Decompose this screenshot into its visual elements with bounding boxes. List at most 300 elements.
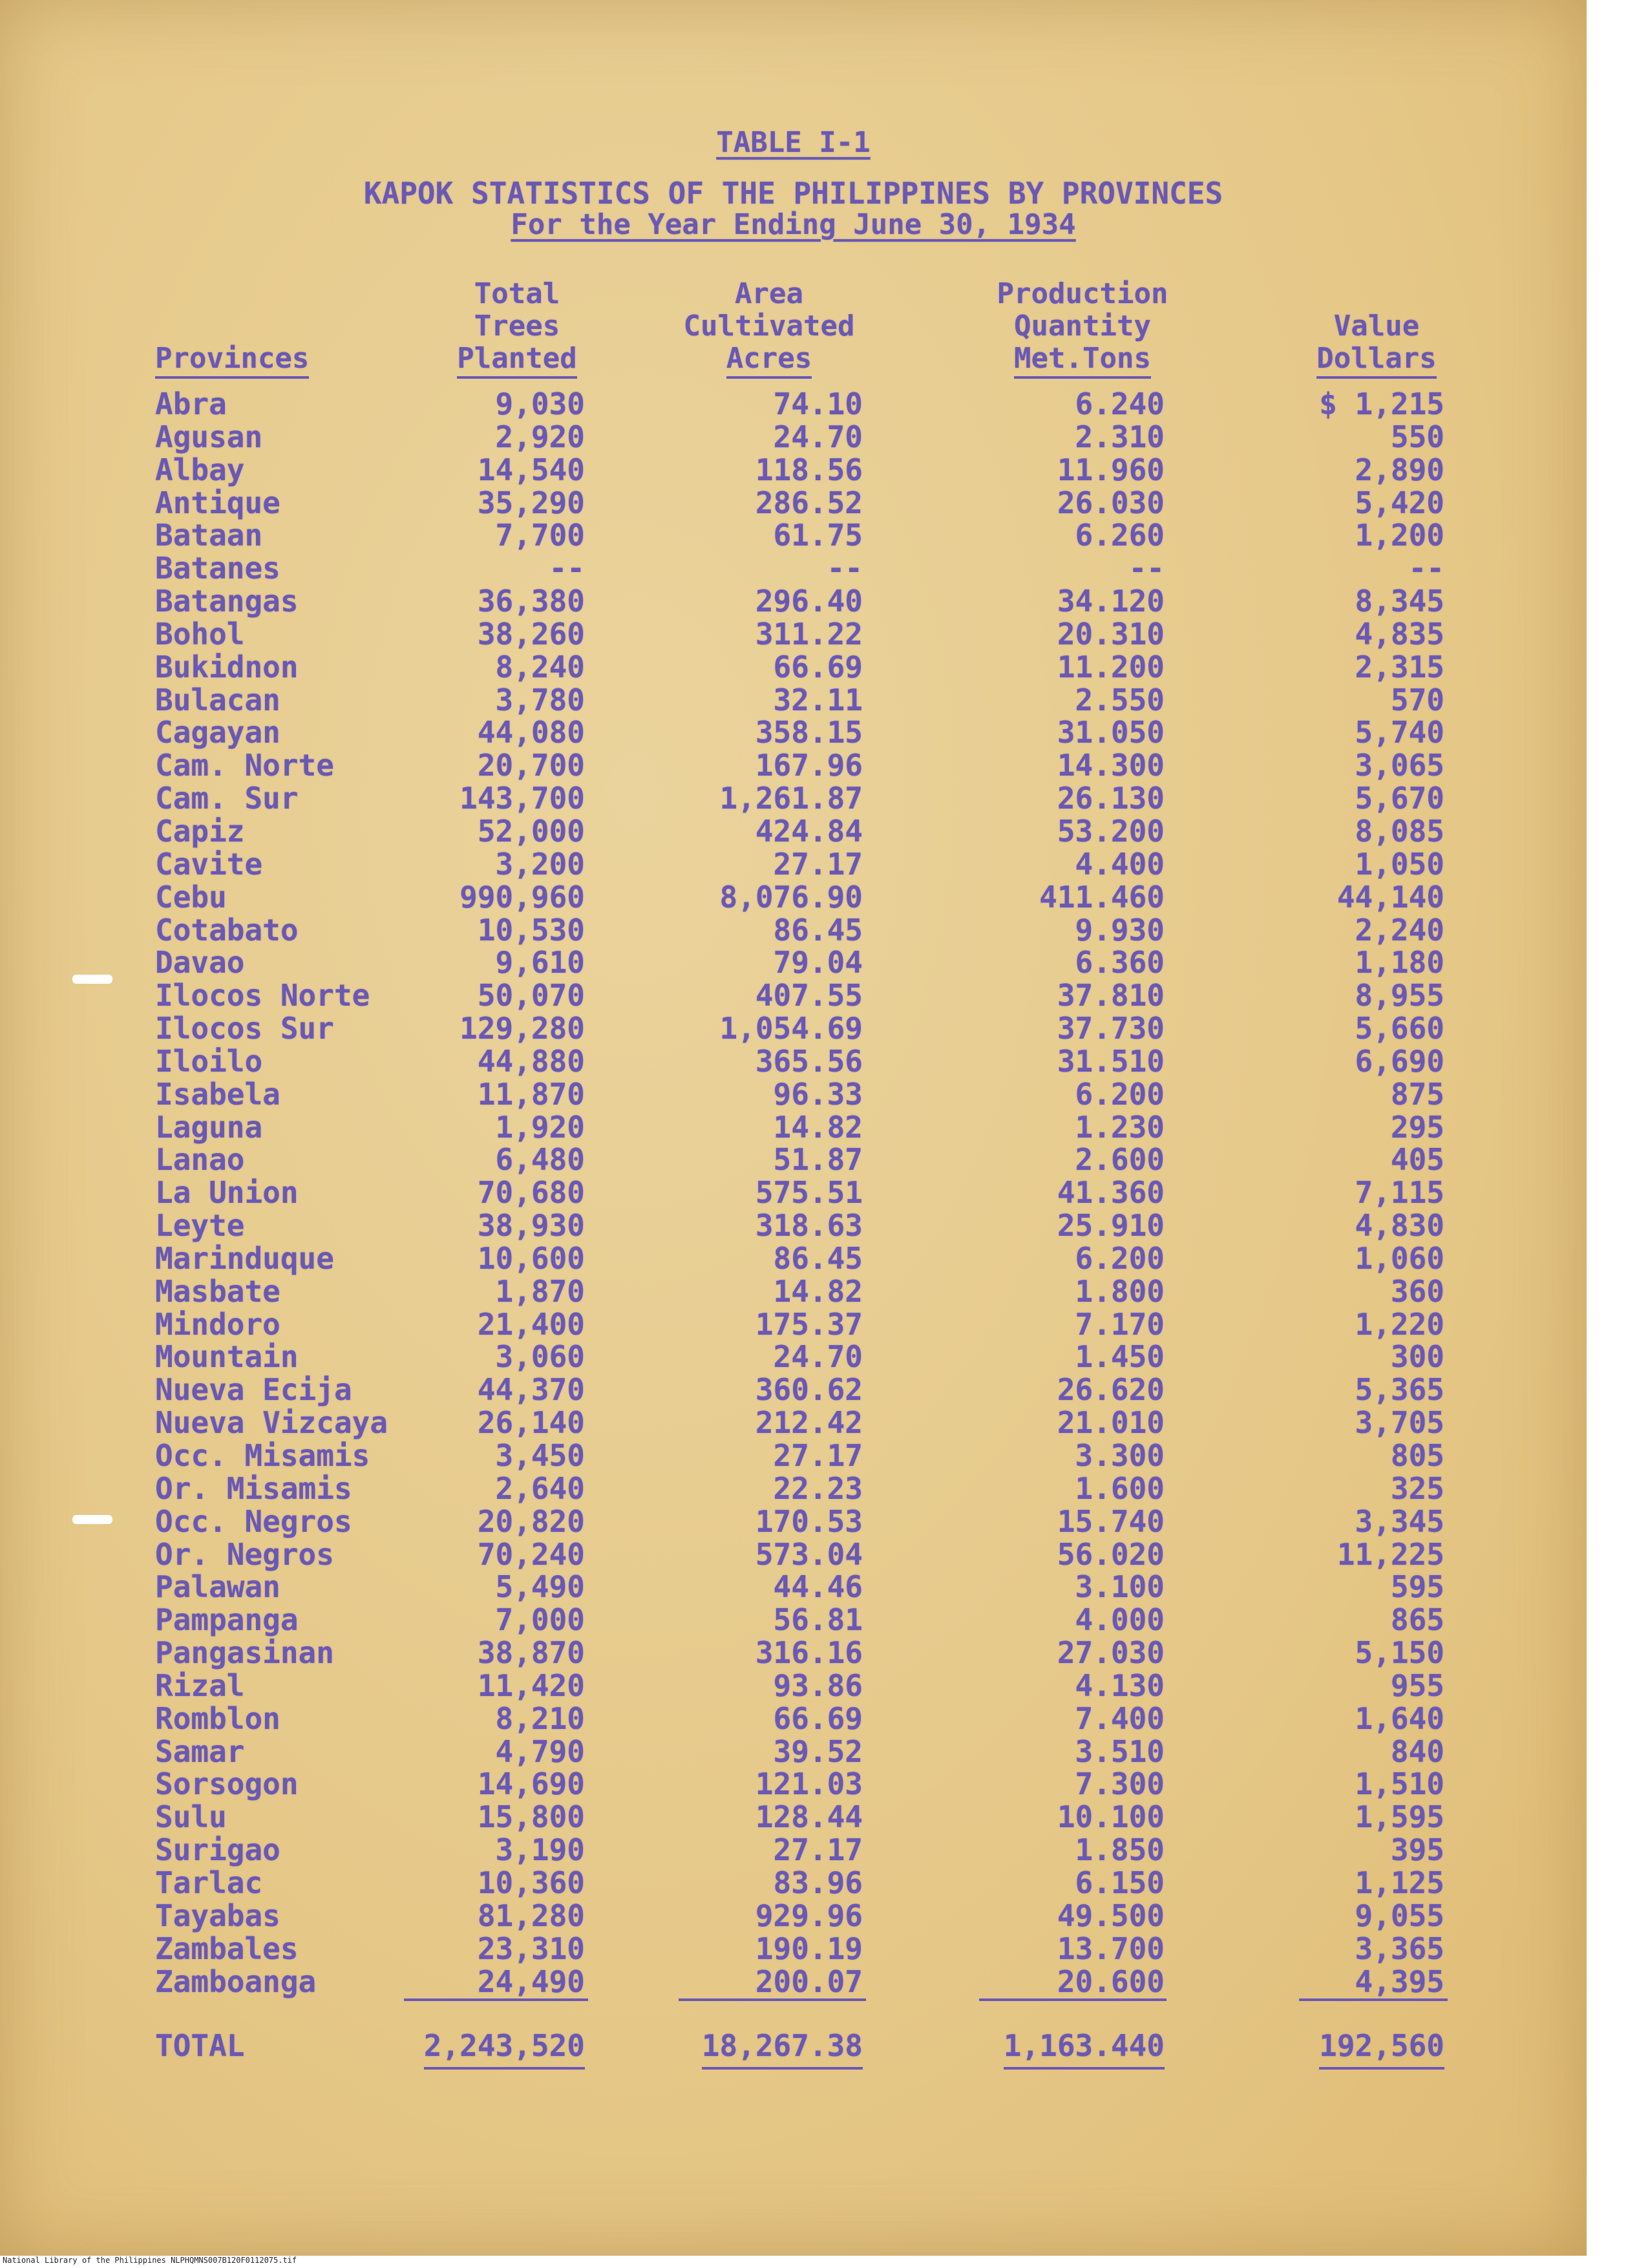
province-cell: Capiz [155, 813, 245, 849]
production-cell: 3.100 [1075, 1569, 1165, 1605]
province-cell: Ilocos Norte [155, 978, 370, 1013]
value-cell: 9,055 [1355, 1898, 1444, 1933]
trees-cell: 2,920 [495, 419, 585, 454]
trees-cell: 3,060 [495, 1339, 585, 1375]
area-cell: 1,054.69 [719, 1011, 863, 1046]
value-cell: 570 [1390, 682, 1444, 717]
value-cell: 8,085 [1355, 813, 1444, 849]
trees-cell: 1,870 [495, 1273, 585, 1309]
value-cell: 2,240 [1355, 912, 1444, 948]
province-cell: Laguna [155, 1109, 263, 1145]
table-row [0, 782, 1587, 815]
province-cell: Isabela [155, 1076, 280, 1112]
province-cell: Masbate [155, 1273, 280, 1309]
area-cell: 118.56 [755, 452, 863, 487]
area-cell: 167.96 [755, 748, 863, 783]
province-cell: Occ. Negros [155, 1503, 352, 1539]
province-cell: Tarlac [155, 1865, 263, 1900]
area-cell: 51.87 [773, 1142, 863, 1178]
province-cell: Antique [155, 485, 280, 520]
table-row [0, 421, 1587, 454]
production-cell: 6.150 [1075, 1865, 1165, 1900]
trees-cell: 4,790 [495, 1733, 585, 1769]
table-row [0, 585, 1587, 618]
province-cell: Cotabato [155, 912, 299, 948]
province-cell: Bukidnon [155, 649, 299, 684]
table-body [0, 388, 1587, 1998]
area-cell: 24.70 [773, 419, 863, 454]
production-cell: 6.200 [1075, 1240, 1165, 1276]
header-provinces: Provinces [155, 343, 309, 379]
value-cell: 4,830 [1355, 1208, 1444, 1244]
table-row [0, 1143, 1587, 1176]
total-trees: 2,243,520 [424, 2028, 585, 2070]
production-cell: 13.700 [1057, 1931, 1165, 1966]
production-cell: 11.960 [1057, 452, 1165, 487]
scan-footer: National Library of the Philippines NLPHQMNS007B120F0112075.tif [3, 2256, 297, 2265]
value-cell: 1,050 [1355, 846, 1444, 882]
table-row [0, 914, 1587, 947]
table-row [0, 1472, 1587, 1505]
area-cell: 61.75 [773, 518, 863, 553]
value-cell: 8,345 [1355, 584, 1444, 619]
trees-cell: 5,490 [495, 1569, 585, 1605]
province-cell: Nueva Vizcaya [155, 1405, 388, 1441]
table-row [0, 454, 1587, 487]
production-cell: 2.600 [1075, 1142, 1165, 1178]
table-row [0, 1571, 1587, 1604]
value-cell: 4,835 [1355, 616, 1444, 652]
production-cell: 41.360 [1057, 1175, 1165, 1211]
trees-cell: 70,680 [477, 1175, 585, 1211]
value-cell: 4,395 [1355, 1964, 1444, 1999]
trees-cell: 3,190 [495, 1832, 585, 1868]
trees-cell: 11,420 [477, 1668, 585, 1703]
value-cell: 1,595 [1355, 1799, 1444, 1835]
area-cell: 175.37 [755, 1306, 863, 1342]
production-cell: 7.400 [1075, 1701, 1165, 1736]
area-cell: 86.45 [773, 1240, 863, 1276]
production-cell: 14.300 [1057, 748, 1165, 783]
production-cell: 26.620 [1057, 1372, 1165, 1408]
province-cell: Mountain [155, 1339, 299, 1375]
production-cell: 6.240 [1075, 387, 1165, 421]
table-row [0, 519, 1587, 552]
table-row [0, 651, 1587, 684]
production-cell: 6.360 [1075, 945, 1165, 980]
value-cell: 44,140 [1336, 879, 1444, 915]
table-row [0, 1735, 1587, 1768]
trees-cell: 6,480 [495, 1142, 585, 1178]
table-row [0, 1834, 1587, 1867]
area-cell: 27.17 [773, 1832, 863, 1868]
production-cell: 3.300 [1075, 1438, 1165, 1473]
table-row [0, 552, 1587, 585]
value-cell: 6,690 [1355, 1043, 1444, 1079]
value-cell: 5,670 [1355, 781, 1444, 816]
province-cell: Cam. Norte [155, 748, 334, 783]
value-cell: 295 [1390, 1109, 1444, 1145]
total-value: 192,560 [1319, 2028, 1444, 2070]
area-cell: 44.46 [773, 1569, 863, 1605]
area-cell: 365.56 [755, 1043, 863, 1079]
value-cell: 1,640 [1355, 1701, 1444, 1736]
value-cell: 360 [1390, 1273, 1444, 1309]
province-cell: Zamboanga [155, 1964, 317, 1999]
table-row [0, 1373, 1587, 1406]
province-cell: Romblon [155, 1701, 280, 1736]
value-cell: 1,200 [1355, 518, 1444, 553]
rule-value [1299, 1998, 1448, 2001]
production-cell: 21.010 [1057, 1405, 1165, 1441]
production-cell: 1.450 [1075, 1339, 1165, 1375]
area-cell: 27.17 [773, 846, 863, 882]
value-cell: 805 [1390, 1438, 1444, 1473]
table-row [0, 1867, 1587, 1900]
value-cell: 1,510 [1355, 1766, 1444, 1802]
table-row [0, 1768, 1587, 1801]
trees-cell: 10,360 [477, 1865, 585, 1900]
table-row [0, 1406, 1587, 1439]
area-cell: 8,076.90 [719, 879, 863, 915]
trees-cell: 70,240 [477, 1536, 585, 1572]
province-cell: Rizal [155, 1668, 245, 1703]
production-cell: 26.030 [1057, 485, 1165, 520]
province-cell: Cam. Sur [155, 781, 299, 816]
province-cell: Nueva Ecija [155, 1372, 352, 1408]
production-cell: 1.850 [1075, 1832, 1165, 1868]
trees-cell: 9,030 [495, 387, 585, 421]
table-row [0, 684, 1587, 717]
production-cell: 2.310 [1075, 419, 1165, 454]
province-cell: Occ. Misamis [155, 1438, 370, 1473]
table-row [0, 1900, 1587, 1933]
production-cell: 3.510 [1075, 1733, 1165, 1769]
area-cell: 170.53 [755, 1503, 863, 1539]
table-row [0, 1275, 1587, 1308]
total-row [0, 2028, 1587, 2063]
area-cell: -- [827, 551, 863, 586]
trees-cell: 44,080 [477, 715, 585, 750]
area-cell: 27.17 [773, 1438, 863, 1473]
value-cell: 8,955 [1355, 978, 1444, 1013]
value-cell: 2,315 [1355, 649, 1444, 684]
province-cell: Or. Negros [155, 1536, 334, 1572]
trees-cell: 7,700 [495, 518, 585, 553]
trees-cell: 8,240 [495, 649, 585, 684]
trees-cell: 990,960 [460, 879, 585, 915]
binder-hole [72, 975, 112, 984]
province-cell: Sulu [155, 1799, 227, 1835]
area-cell: 66.69 [773, 1701, 863, 1736]
value-cell: -- [1408, 551, 1444, 586]
table-row [0, 1045, 1587, 1078]
province-cell: Surigao [155, 1832, 280, 1868]
area-cell: 424.84 [755, 813, 863, 849]
province-cell: Pangasinan [155, 1635, 334, 1671]
value-cell: 3,365 [1355, 1931, 1444, 1966]
area-cell: 79.04 [773, 945, 863, 980]
binder-hole [72, 1515, 112, 1524]
value-cell: 1,220 [1355, 1306, 1444, 1342]
table-row [0, 848, 1587, 881]
header-area: Area Cultivated Acres [672, 278, 866, 379]
value-cell: 5,660 [1355, 1011, 1444, 1046]
table-heading: KAPOK STATISTICS OF THE PHILIPPINES BY PROVINCES [363, 176, 1223, 211]
trees-cell: 81,280 [477, 1898, 585, 1933]
production-cell: 411.460 [1039, 879, 1165, 915]
production-cell: 4.130 [1075, 1668, 1165, 1703]
table-row [0, 1538, 1587, 1571]
area-cell: 573.04 [755, 1536, 863, 1572]
table-row [0, 815, 1587, 848]
table-row [0, 618, 1587, 651]
production-cell: 1.800 [1075, 1273, 1165, 1309]
value-cell: 595 [1390, 1569, 1444, 1605]
table-row [0, 946, 1587, 979]
table-row [0, 1637, 1587, 1669]
value-cell: 3,345 [1355, 1503, 1444, 1539]
trees-cell: 44,370 [477, 1372, 585, 1408]
trees-cell: 44,880 [477, 1043, 585, 1079]
production-cell: -- [1128, 551, 1165, 586]
table-row [0, 1439, 1587, 1472]
province-cell: Agusan [155, 419, 263, 454]
table-row [0, 979, 1587, 1012]
trees-cell: 11,870 [477, 1076, 585, 1112]
production-cell: 34.120 [1057, 584, 1165, 619]
value-cell: 405 [1390, 1142, 1444, 1178]
production-cell: 6.200 [1075, 1076, 1165, 1112]
production-cell: 20.600 [1057, 1964, 1165, 1999]
trees-cell: 9,610 [495, 945, 585, 980]
production-cell: 7.170 [1075, 1306, 1165, 1342]
trees-cell: 2,640 [495, 1470, 585, 1506]
area-cell: 66.69 [773, 649, 863, 684]
table-row [0, 1966, 1587, 1998]
table-row [0, 487, 1587, 520]
area-cell: 24.70 [773, 1339, 863, 1375]
production-cell: 6.260 [1075, 518, 1165, 553]
area-cell: 39.52 [773, 1733, 863, 1769]
trees-cell: 26,140 [477, 1405, 585, 1441]
trees-cell: 15,800 [477, 1799, 585, 1835]
value-cell: 7,115 [1355, 1175, 1444, 1211]
table-period: For the Year Ending June 30, 1934 [511, 208, 1076, 241]
table-row [0, 1308, 1587, 1341]
table-row [0, 1012, 1587, 1045]
value-cell: 865 [1390, 1602, 1444, 1638]
area-cell: 190.19 [755, 1931, 863, 1966]
trees-cell: 36,380 [477, 584, 585, 619]
production-cell: 10.100 [1057, 1799, 1165, 1835]
area-cell: 318.63 [755, 1208, 863, 1244]
value-cell: 840 [1390, 1733, 1444, 1769]
trees-cell: 20,700 [477, 748, 585, 783]
value-cell: 5,420 [1355, 485, 1444, 520]
trees-cell: 3,780 [495, 682, 585, 717]
area-cell: 14.82 [773, 1273, 863, 1309]
trees-cell: -- [549, 551, 585, 586]
province-cell: Bulacan [155, 682, 280, 717]
production-cell: 2.550 [1075, 682, 1165, 717]
rule-area [679, 1998, 866, 2001]
production-cell: 53.200 [1057, 813, 1165, 849]
production-cell: 25.910 [1057, 1208, 1165, 1244]
production-cell: 31.510 [1057, 1043, 1165, 1079]
trees-cell: 35,290 [477, 485, 585, 520]
trees-cell: 20,820 [477, 1503, 585, 1539]
production-cell: 49.500 [1057, 1898, 1165, 1933]
value-cell: 875 [1390, 1076, 1444, 1112]
table-row [0, 1341, 1587, 1373]
area-cell: 93.86 [773, 1668, 863, 1703]
production-cell: 4.000 [1075, 1602, 1165, 1638]
value-cell: 5,365 [1355, 1372, 1444, 1408]
trees-cell: 38,870 [477, 1635, 585, 1671]
province-cell: La Union [155, 1175, 299, 1211]
production-cell: 4.400 [1075, 846, 1165, 882]
trees-cell: 50,070 [477, 978, 585, 1013]
area-cell: 14.82 [773, 1109, 863, 1145]
province-cell: Leyte [155, 1208, 245, 1244]
table-row [0, 1801, 1587, 1834]
province-cell: Samar [155, 1733, 245, 1769]
area-cell: 74.10 [773, 387, 863, 421]
rule-production [979, 1998, 1167, 2001]
production-cell: 31.050 [1057, 715, 1165, 750]
production-cell: 1.600 [1075, 1470, 1165, 1506]
province-cell: Cebu [155, 879, 227, 915]
trees-cell: 143,700 [460, 781, 585, 816]
province-cell: Batanes [155, 551, 280, 586]
production-cell: 20.310 [1057, 616, 1165, 652]
table-row [0, 1604, 1587, 1637]
province-cell: Bohol [155, 616, 245, 652]
table-row [0, 1669, 1587, 1702]
value-cell: 3,065 [1355, 748, 1444, 783]
table-number: TABLE I-1 [716, 126, 871, 159]
area-cell: 83.96 [773, 1865, 863, 1900]
table-row [0, 1111, 1587, 1144]
trees-cell: 3,200 [495, 846, 585, 882]
production-cell: 7.300 [1075, 1766, 1165, 1802]
table-row [0, 1209, 1587, 1242]
area-cell: 929.96 [755, 1898, 863, 1933]
province-cell: Cagayan [155, 715, 280, 750]
trees-cell: 14,540 [477, 452, 585, 487]
area-cell: 32.11 [773, 682, 863, 717]
table-row [0, 1078, 1587, 1111]
table-row [0, 1702, 1587, 1735]
area-cell: 311.22 [755, 616, 863, 652]
area-cell: 96.33 [773, 1076, 863, 1112]
trees-cell: 23,310 [477, 1931, 585, 1966]
province-cell: Marinduque [155, 1240, 334, 1276]
value-cell: 11,225 [1336, 1536, 1444, 1572]
province-cell: Iloilo [155, 1043, 263, 1079]
value-cell: 955 [1390, 1668, 1444, 1703]
value-cell: $ 1,215 [1319, 387, 1444, 421]
province-cell: Palawan [155, 1569, 280, 1605]
header-trees: Total Trees Planted [439, 278, 595, 379]
trees-cell: 1,920 [495, 1109, 585, 1145]
area-cell: 200.07 [755, 1964, 863, 1999]
trees-cell: 10,600 [477, 1240, 585, 1276]
area-cell: 128.44 [755, 1799, 863, 1835]
table-row [0, 1505, 1587, 1538]
production-cell: 56.020 [1057, 1536, 1165, 1572]
value-cell: 2,890 [1355, 452, 1444, 487]
province-cell: Albay [155, 452, 245, 487]
table-row [0, 881, 1587, 914]
area-cell: 296.40 [755, 584, 863, 619]
area-cell: 360.62 [755, 1372, 863, 1408]
header-value: Value Dollars [1299, 310, 1454, 379]
trees-cell: 24,490 [477, 1964, 585, 1999]
production-cell: 37.810 [1057, 978, 1165, 1013]
production-cell: 1.230 [1075, 1109, 1165, 1145]
value-cell: 395 [1390, 1832, 1444, 1868]
province-cell: Bataan [155, 518, 263, 553]
area-cell: 121.03 [755, 1766, 863, 1802]
rule-trees [404, 1998, 588, 2001]
province-cell: Sorsogon [155, 1766, 299, 1802]
trees-cell: 38,930 [477, 1208, 585, 1244]
province-cell: Ilocos Sur [155, 1011, 334, 1046]
table-row [0, 1933, 1587, 1966]
trees-cell: 14,690 [477, 1766, 585, 1802]
trees-cell: 8,210 [495, 1701, 585, 1736]
value-cell: 300 [1390, 1339, 1444, 1375]
total-production: 1,163.440 [1004, 2028, 1165, 2070]
province-cell: Zambales [155, 1931, 299, 1966]
area-cell: 1,261.87 [719, 781, 863, 816]
province-cell: Cavite [155, 846, 263, 882]
value-cell: 1,180 [1355, 945, 1444, 980]
value-cell: 5,740 [1355, 715, 1444, 750]
value-cell: 1,125 [1355, 1865, 1444, 1900]
province-cell: Batangas [155, 584, 299, 619]
province-cell: Tayabas [155, 1898, 280, 1933]
table-row [0, 388, 1587, 421]
production-cell: 37.730 [1057, 1011, 1165, 1046]
value-cell: 1,060 [1355, 1240, 1444, 1276]
area-cell: 56.81 [773, 1602, 863, 1638]
table-row [0, 1176, 1587, 1209]
trees-cell: 21,400 [477, 1306, 585, 1342]
value-cell: 5,150 [1355, 1635, 1444, 1671]
total-label: TOTAL [155, 2028, 245, 2063]
production-cell: 27.030 [1057, 1635, 1165, 1671]
production-cell: 26.130 [1057, 781, 1165, 816]
value-cell: 550 [1390, 419, 1444, 454]
trees-cell: 10,530 [477, 912, 585, 948]
table-row [0, 1242, 1587, 1275]
trees-cell: 52,000 [477, 813, 585, 849]
value-cell: 325 [1390, 1470, 1444, 1506]
header-production: Production Quantity Met.Tons [976, 278, 1189, 379]
province-cell: Mindoro [155, 1306, 280, 1342]
area-cell: 286.52 [755, 485, 863, 520]
trees-cell: 3,450 [495, 1438, 585, 1473]
area-cell: 212.42 [755, 1405, 863, 1441]
area-cell: 358.15 [755, 715, 863, 750]
table-row [0, 749, 1587, 782]
production-cell: 11.200 [1057, 649, 1165, 684]
area-cell: 575.51 [755, 1175, 863, 1211]
trees-cell: 7,000 [495, 1602, 585, 1638]
